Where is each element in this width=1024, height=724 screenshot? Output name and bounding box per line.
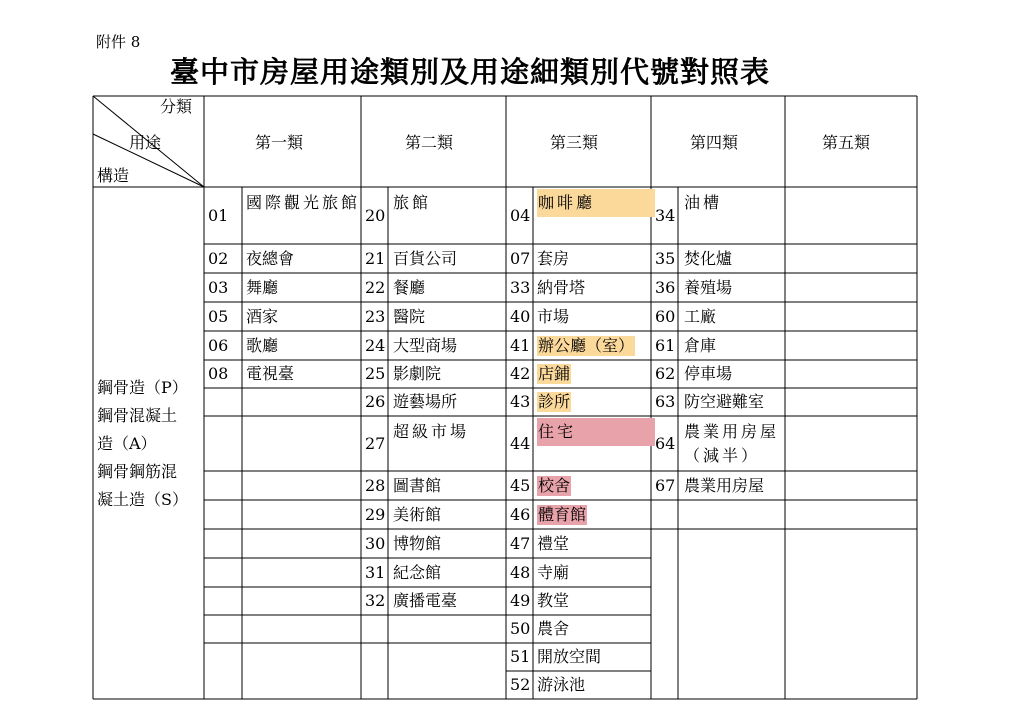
usage-code: 08 [208,364,229,383]
usage-code: 29 [365,504,386,524]
usage-name: 餐廳 [393,277,426,297]
structure-line: 鋼骨造（P） [97,378,188,397]
structure-line: 造（A） [97,434,157,453]
page-title: 臺中市房屋用途類別及用途細類別代號對照表 [170,55,771,89]
usage-code: 04 [510,205,531,225]
usage-name: 醫院 [393,306,426,326]
usage-name: 農舍 [537,619,570,638]
usage-name: 農業用房屋（減半） [684,422,780,465]
usage-code: 49 [510,591,531,610]
usage-code: 31 [365,562,386,582]
usage-name: 國際觀光旅館 [246,193,361,212]
usage-code: 05 [208,306,229,326]
usage-name: 套房 [537,248,570,268]
usage-code: 41 [510,335,531,355]
usage-name: 診所 [538,392,571,411]
usage-name: 遊藝場所 [393,392,458,411]
usage-name: 舞廳 [246,277,279,297]
usage-code: 02 [208,248,229,268]
corner-classification-label: 分類 [160,97,193,116]
usage-name: 廣播電臺 [393,591,458,610]
column-header-class1: 第一類 [255,133,304,152]
usage-code: 36 [655,277,676,297]
usage-name: 焚化爐 [684,248,733,268]
column-header-class4: 第四類 [690,133,739,152]
usage-code: 60 [655,306,676,326]
usage-name: 紀念館 [393,562,442,582]
structure-line: 鋼骨鋼筋混 [97,462,178,481]
usage-name: 教堂 [537,591,570,610]
usage-code: 07 [510,248,531,268]
usage-code: 50 [510,619,531,638]
usage-name: 夜總會 [246,248,295,268]
usage-code: 67 [655,475,676,495]
usage-name: 圖書館 [393,475,442,495]
corner-structure-label: 構造 [97,166,130,185]
usage-code: 24 [365,335,386,355]
column-header-class2: 第二類 [405,133,454,152]
usage-name: 體育館 [538,504,587,524]
usage-name: 住宅 [537,418,655,446]
usage-name: 校舍 [538,475,571,495]
usage-code: 32 [365,591,386,610]
usage-name: 寺廟 [537,562,570,582]
usage-name: 開放空間 [537,647,602,666]
structure-line: 凝土造（S） [97,490,188,509]
usage-code: 45 [510,475,531,495]
usage-name: 納骨塔 [537,277,586,297]
usage-code: 20 [365,205,386,225]
usage-name: 大型商場 [393,335,458,355]
usage-name: 養殖場 [684,277,733,297]
usage-code: 25 [365,364,386,383]
usage-code: 23 [365,306,386,326]
usage-name: 市場 [537,306,570,326]
usage-code: 33 [510,277,531,297]
usage-name: 辦公廳（室） [538,335,635,355]
usage-code: 47 [510,533,531,553]
column-header-class5: 第五類 [822,133,871,152]
usage-code: 42 [510,364,531,383]
usage-name: 店鋪 [538,364,571,383]
usage-name: 電視臺 [246,364,295,383]
usage-code: 61 [655,335,676,355]
usage-name: 美術館 [393,504,442,524]
usage-name: 禮堂 [537,533,570,553]
attachment-label: 附件 8 [96,33,141,51]
usage-name: 農業用房屋 [684,475,765,495]
usage-code: 51 [510,647,531,666]
usage-name: 旅館 [393,193,432,212]
corner-usage-label: 用途 [129,133,162,152]
usage-name: 咖啡廳 [537,189,655,217]
usage-name: 歌廳 [246,335,279,355]
usage-name: 影劇院 [393,364,442,383]
column-header-class3: 第三類 [550,133,599,152]
usage-code: 62 [655,364,676,383]
usage-name: 防空避難室 [684,392,765,411]
usage-code: 35 [655,248,676,268]
usage-name: 酒家 [246,306,279,326]
usage-code: 40 [510,306,531,326]
usage-code: 34 [655,205,676,225]
usage-name: 游泳池 [537,675,586,694]
usage-code: 44 [510,433,531,453]
usage-code: 48 [510,562,531,582]
usage-name: 博物館 [393,533,442,553]
usage-code: 46 [510,504,531,524]
usage-name: 倉庫 [684,335,717,355]
usage-name: 超級市場 [393,422,470,441]
structure-line: 鋼骨混凝土 [97,406,178,425]
usage-name: 停車場 [684,364,733,383]
usage-code: 63 [655,392,676,411]
usage-code: 43 [510,392,531,411]
usage-code: 03 [208,277,229,297]
usage-code: 06 [208,335,229,355]
usage-code: 01 [208,205,229,225]
usage-name: 百貨公司 [393,248,458,268]
usage-code: 52 [510,675,531,694]
usage-code: 21 [365,248,386,268]
usage-name: 油槽 [684,193,723,212]
usage-code: 64 [655,433,676,453]
usage-code: 26 [365,392,386,411]
usage-code: 28 [365,475,386,495]
usage-code: 27 [365,433,386,453]
usage-code: 30 [365,533,386,553]
usage-code: 22 [365,277,386,297]
usage-name: 工廠 [684,306,717,326]
